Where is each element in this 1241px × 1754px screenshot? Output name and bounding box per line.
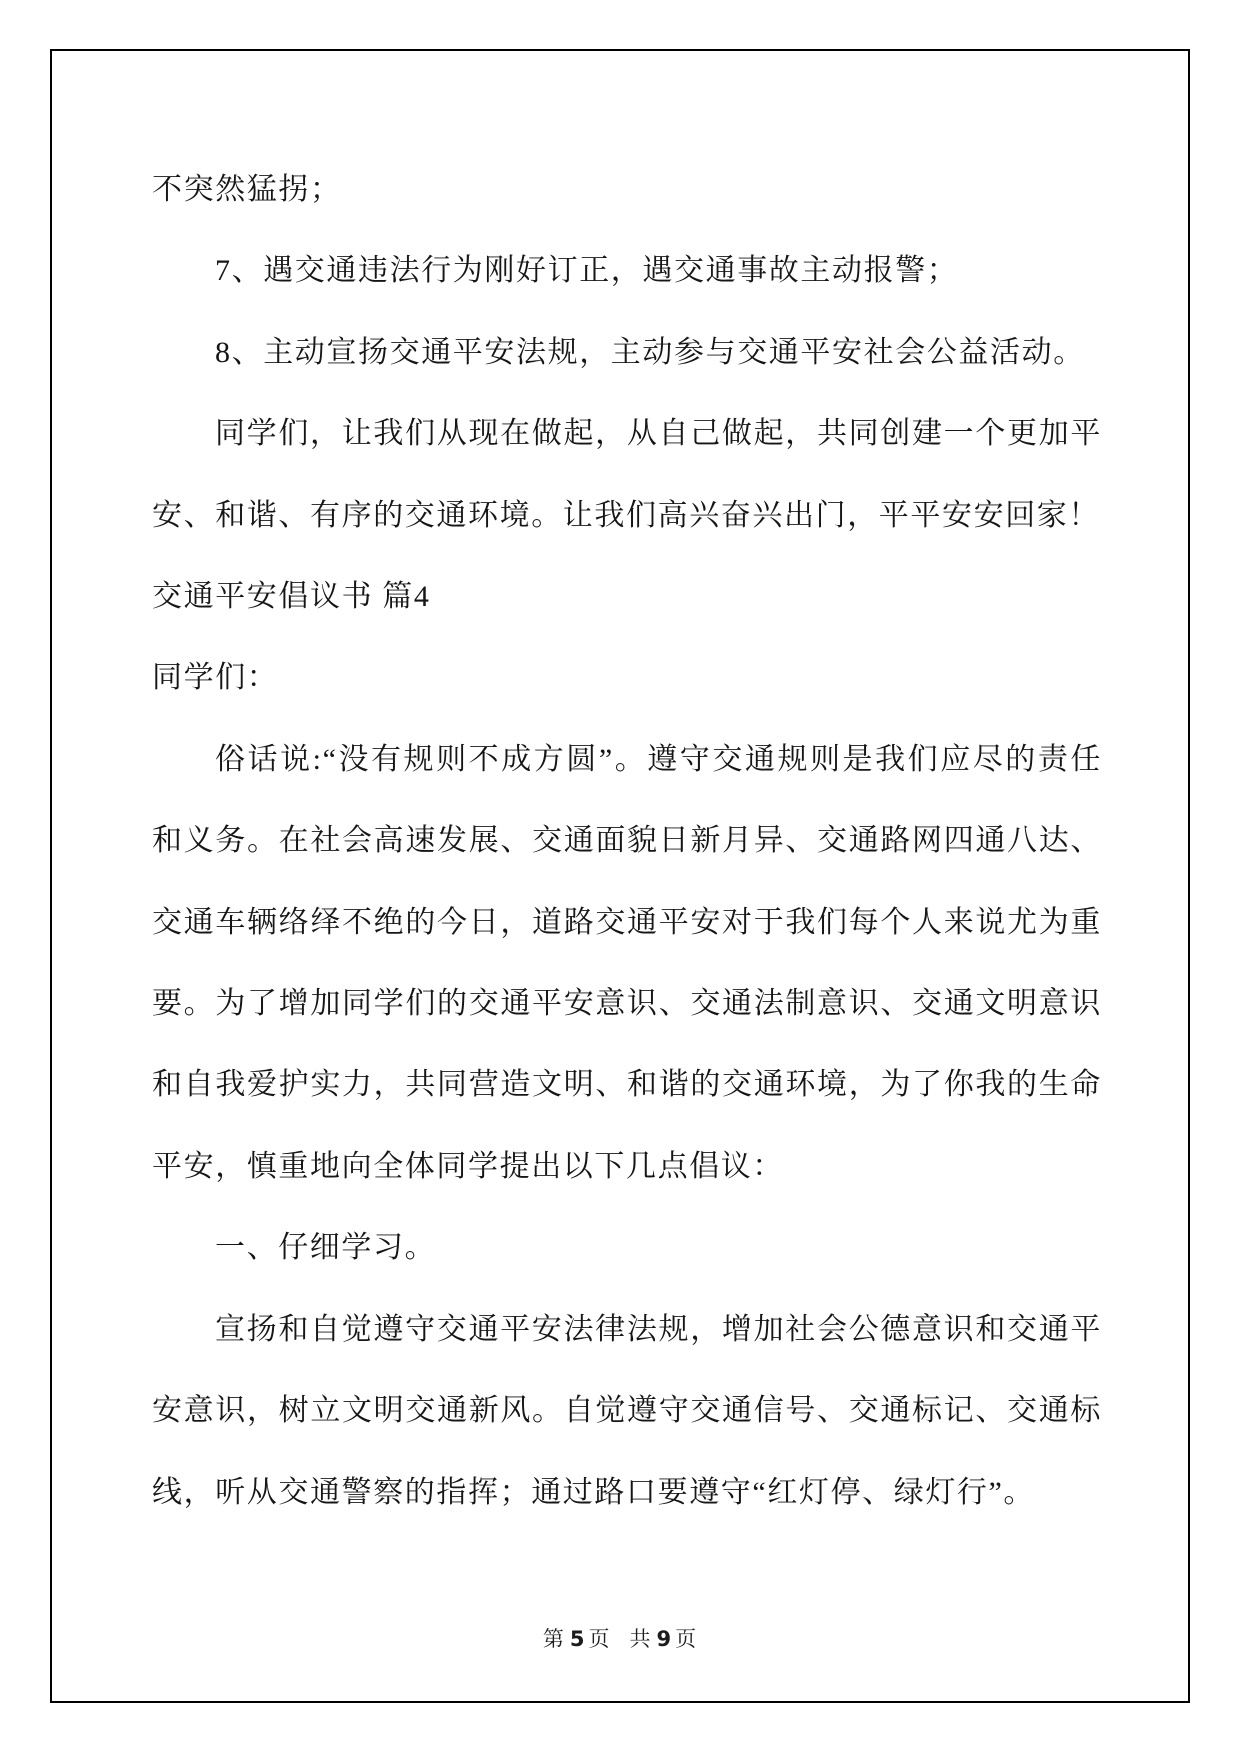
text-line: 和义务。在社会高速发展、交通面貌日新月异、交通路网四通八达、 bbox=[152, 824, 1102, 858]
text-line: 交通车辆络绎不绝的今日，道路交通平安对于我们每个人来说尤为重 bbox=[152, 905, 1102, 939]
text-line: 同学们，让我们从现在做起，从自己做起，共同创建一个更加平 bbox=[215, 417, 1102, 451]
footer-page-prefix: 第 bbox=[542, 1627, 566, 1651]
text-line: 8、主动宣扬交通平安法规，主动参与交通平安社会公益活动。 bbox=[215, 335, 1085, 369]
text-line: 要。为了增加同学们的交通平安意识、交通法制意识、交通文明意识 bbox=[152, 987, 1102, 1021]
text-line: 宣扬和自觉遵守交通平安法律法规，增加社会公德意识和交通平 bbox=[215, 1312, 1102, 1346]
salutation: 同学们： bbox=[152, 661, 279, 695]
footer-total-prefix: 共 bbox=[629, 1627, 653, 1651]
text-line: 安意识，树立文明交通新风。自觉遵守交通信号、交通标记、交通标 bbox=[152, 1394, 1102, 1428]
text-line: 不突然猛拐； bbox=[152, 173, 342, 206]
footer-page-number: 5 bbox=[569, 1627, 585, 1651]
footer-page-unit: 页 bbox=[588, 1627, 612, 1651]
page-footer bbox=[0, 1623, 1241, 1653]
text-line: 俗话说:“没有规则不成方圆”。遵守交通规则是我们应尽的责任 bbox=[215, 742, 1102, 776]
text-line: 线，听从交通警察的指挥；通过路口要遵守“红灯停、绿灯行”。 bbox=[152, 1475, 1036, 1509]
section-title: 交通平安倡议书 篇4 bbox=[152, 580, 431, 614]
text-line: 平安，慎重地向全体同学提出以下几点倡议： bbox=[152, 1149, 784, 1183]
text-line: 一、仔细学习。 bbox=[215, 1231, 437, 1265]
text-line: 7、遇交通违法行为刚好订正，遇交通事故主动报警； bbox=[215, 254, 959, 288]
text-line: 安、和谐、有序的交通环境。让我们高兴奋兴出门，平平安安回家！ bbox=[152, 498, 1100, 532]
document-body bbox=[152, 149, 1102, 1533]
text-line: 和自我爱护实力，共同营造文明、和谐的交通环境，为了你我的生命 bbox=[152, 1068, 1102, 1102]
footer-total-unit: 页 bbox=[675, 1627, 699, 1651]
footer-total-number: 9 bbox=[656, 1627, 672, 1651]
